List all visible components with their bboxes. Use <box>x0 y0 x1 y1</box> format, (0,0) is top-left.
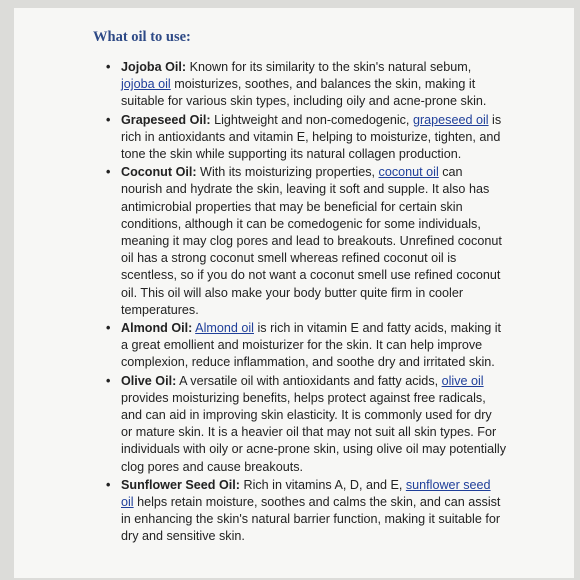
oil-link-jojoba[interactable]: jojoba oil <box>121 77 171 92</box>
document-page <box>14 8 574 578</box>
oil-name: Jojoba Oil: <box>121 60 187 74</box>
oil-description-start: Known for its similarity to the skin's natural sebum, <box>186 60 472 74</box>
oil-description-start: Lightweight and non-comedogenic, <box>210 112 413 127</box>
oil-link-coconut[interactable]: coconut oil <box>378 165 439 180</box>
oil-name: Olive Oil: <box>121 373 177 388</box>
oil-description-end: is rich in vitamin E and fatty acids, making it a great emollient and moisturizer for the skin. It can help improve complexion, reduce inflammation, and soothe dry and irritated skin. <box>121 321 502 370</box>
bullet-icon: • <box>106 373 111 388</box>
bullet-icon: • <box>106 321 111 336</box>
oil-item-almond <box>106 320 506 372</box>
oil-name: Grapeseed Oil: <box>121 112 211 127</box>
bullet-icon: • <box>106 112 111 127</box>
oil-item-coconut <box>106 164 506 319</box>
oil-description-start: With its moisturizing properties, <box>196 165 379 180</box>
oil-name: Sunflower Seed Oil: <box>121 477 240 492</box>
oil-description-start: Rich in vitamins A, D, and E, <box>239 477 406 492</box>
oil-description-end: provides moisturizing benefits, helps protect against free radicals, and can aid in improving skin elasticity. It is commonly used for dry or mature skin. It is a heavier oil that may not suit all skin types. For individuals with oily or acne-prone skin, using olive oil may potentially clog pores and cause breakouts. <box>121 390 507 474</box>
oil-link-sunflower[interactable]: sunflower seed oil <box>121 477 491 510</box>
bullet-icon: • <box>106 60 111 74</box>
oil-description-end: moisturizes, soothes, and balances the skin, making it suitable for various skin types, including oily and acne-prone skin. <box>121 77 487 109</box>
oil-description-end: is rich in antioxidants and vitamin E, helping to moisturize, tighten, and tone the skin while supporting its natural collagen production. <box>121 112 502 162</box>
oil-description-end: can nourish and hydrate the skin, leaving it soft and supple. It also has antimicrobial properties that may be beneficial for certain skin conditions, although it can be comedogenic for some individuals, meaning it may clog pores and lead to breakouts. Unrefined coconut oil has a strong coconut smell whereas refined coconut oil is scentless, so if you do not want a coconut smell use refined coconut oil. This oil will also make your body butter quite firm in cooler temperatures. <box>121 165 502 317</box>
oil-name: Coconut Oil: <box>121 165 197 180</box>
oil-link-olive[interactable]: olive oil <box>441 373 484 388</box>
oil-name: Almond Oil: <box>121 321 193 336</box>
oil-link-grapeseed[interactable]: grapeseed oil <box>412 112 489 127</box>
oil-list <box>106 59 506 547</box>
bullet-icon: • <box>106 165 111 180</box>
oil-description-start: A versatile oil with antioxidants and fatty acids, <box>176 373 442 388</box>
oil-item-jojoba <box>106 59 506 111</box>
oil-link-almond[interactable]: Almond oil <box>195 321 254 336</box>
oil-description-end: helps retain moisture, soothes and calms the skin, and can assist in enhancing the skin's natural barrier function, making it suitable for dry and sensitive skin. <box>121 495 501 544</box>
oil-item-sunflower <box>106 477 506 546</box>
oil-item-grapeseed <box>106 112 506 164</box>
section-heading: What oil to use: <box>93 29 191 45</box>
oil-item-olive <box>106 373 506 476</box>
bullet-icon: • <box>106 477 111 492</box>
